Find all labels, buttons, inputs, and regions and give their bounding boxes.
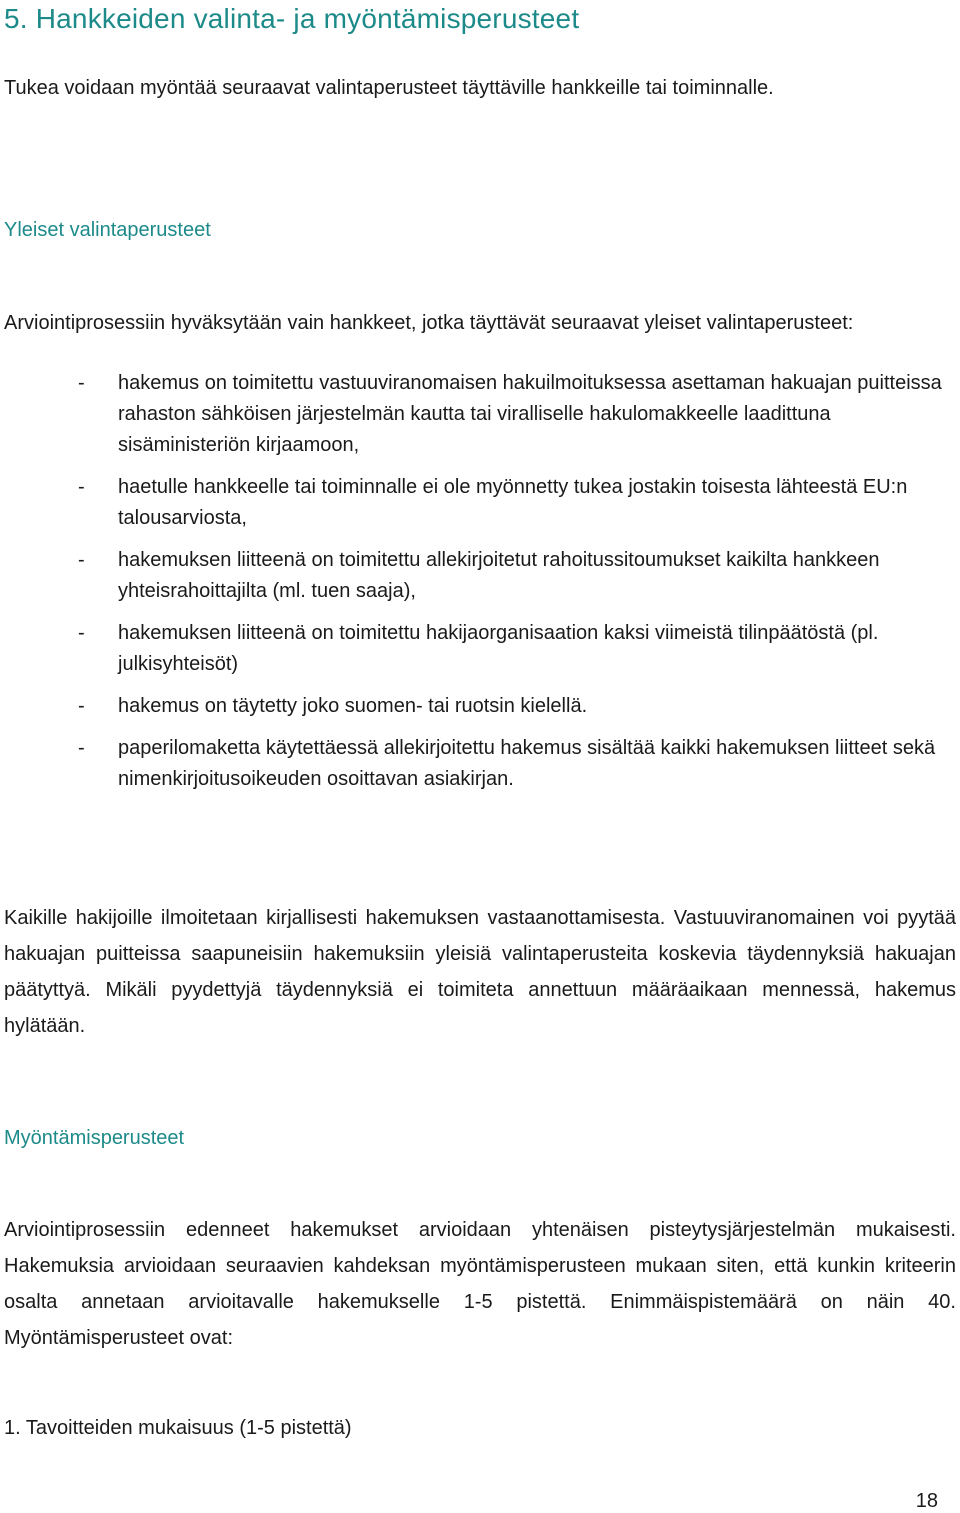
first-criterion: 1. Tavoitteiden mukaisuus (1-5 pistettä) [4,1417,352,1439]
list-item-text: haetulle hankkeelle tai toiminnalle ei ole myönnetty tukea jostakin toisesta lähteestä EU:n talousarviosta, [118,476,908,529]
list-item-text: hakemus on täytetty joko suomen- tai ruotsin kielellä. [118,695,588,717]
list-item-text: hakemus on toimitettu vastuuviranomaisen hakuilmoituksessa asettaman hakuajan puitteissa rahaston sähköisen järjestelmän kautta tai viralliselle hakulomakkeelle laadittuna sisäministeriön kirjaamoon, [118,372,942,456]
list-item [78,618,954,680]
notice-paragraph: Kaikille hakijoille ilmoitetaan kirjallisesti hakemuksen vastaanottamisesta. Vastuuviranomainen voi pyytää hakuajan puitteissa saapuneisiin hakemuksiin yleisiä valintaperusteita koskevia täydennyksiä hakuajan päätyttyä. Mikäli pyydettyjä täydennyksiä ei toimiteta annettuun määräaikaan mennessä, hakemus hylätään. [4,907,956,1037]
intro-paragraph: Tukea voidaan myöntää seuraavat valintaperusteet täyttäville hankkeille tai toiminnalle. [4,77,774,99]
page-number: 18 [915,1490,938,1512]
list-item-text: hakemuksen liitteenä on toimitettu allekirjoitetut rahoitussitoumukset kaikilta hankkeen yhteisrahoittajilta (ml. tuen saaja), [118,549,880,602]
list-item [78,691,954,722]
general-criteria-list [78,368,954,806]
list-item-text: paperilomaketta käytettäessä allekirjoitettu hakemus sisältää kaikki hakemuksen liitteet sekä nimenkirjoitusoikeuden osoittavan asiakirjan. [118,737,936,790]
list-item [78,545,954,607]
section-heading: 5. Hankkeiden valinta- ja myöntämisperusteet [4,3,580,34]
list-bullet: - [78,549,85,571]
award-criteria-title: Myöntämisperusteet [4,1127,185,1149]
list-bullet: - [78,695,85,717]
list-bullet: - [78,372,85,394]
list-bullet: - [78,476,85,498]
list-item [78,368,954,461]
list-item [78,472,954,534]
list-bullet: - [78,737,85,759]
general-criteria-title: Yleiset valintaperusteet [4,219,211,241]
list-item-text: hakemuksen liitteenä on toimitettu hakijaorganisaation kaksi viimeistä tilinpäätöstä (pl. julkisyhteisöt) [118,622,879,675]
general-criteria-lead: Arviointiprosessiin hyväksytään vain hankkeet, jotka täyttävät seuraavat yleiset valintaperusteet: [4,312,854,334]
award-criteria-paragraph: Arviointiprosessiin edenneet hakemukset arvioidaan yhtenäisen pisteytysjärjestelmän mukaisesti. Hakemuksia arvioidaan seuraavien kahdeksan myöntämisperusteen mukaan siten, että kunkin kriteerin osalta annetaan arvioitavalle hakemukselle 1-5 pistettä. Enimmäispistemäärä on näin 40. Myöntämisperusteet ovat: [4,1219,956,1349]
list-bullet: - [78,622,85,644]
list-item [78,733,954,795]
